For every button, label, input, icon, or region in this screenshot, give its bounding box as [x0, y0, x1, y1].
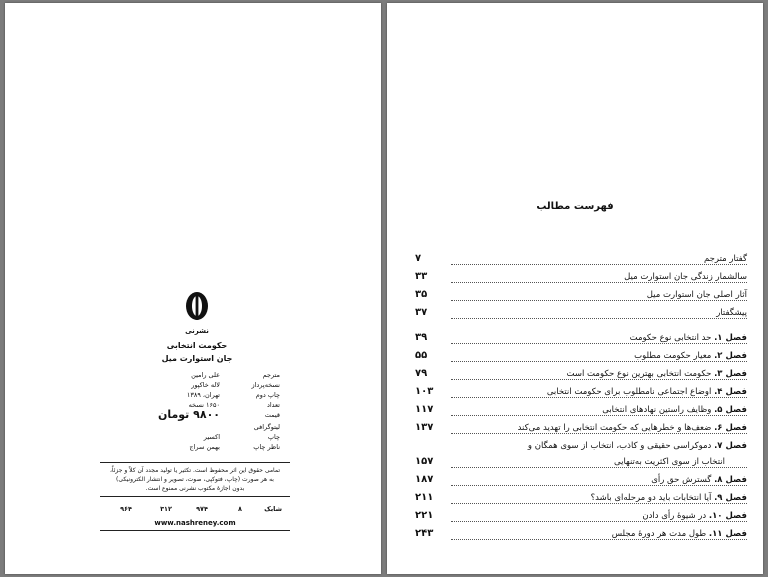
toc-entry — [415, 288, 747, 306]
copyright-line: بدون اجازهٔ مکتوب نشرنی ممنوع است. — [145, 485, 245, 492]
toc-entry-page: ۱۳۷ — [415, 422, 434, 433]
credit-label: لیتوگرافی — [253, 423, 280, 431]
credit-label: ناظر چاپ — [253, 443, 280, 451]
toc-entry — [415, 403, 747, 421]
toc-entry-title: معیار حکومت مطلوب — [634, 351, 712, 361]
toc-entry-title: طول مدت هر دورهٔ مجلس — [611, 529, 707, 539]
toc-entry-page: ۳۷ — [415, 307, 428, 318]
isbn — [100, 505, 290, 517]
toc-entry-title: وظایف راستین نهادهای انتخابی — [602, 405, 712, 415]
credit-row — [100, 408, 280, 423]
copyright-page — [5, 3, 381, 574]
divider — [100, 530, 290, 531]
copyright-notice — [100, 462, 290, 497]
toc-entry — [415, 527, 747, 545]
toc-entry-prefix: فصل ۴. — [714, 387, 747, 397]
credit-label: چاپ دوم — [255, 391, 280, 399]
credit-row — [100, 381, 280, 391]
toc-entry-prefix: فصل ۳. — [714, 369, 747, 379]
toc-entry-page: ۲۲۱ — [415, 510, 434, 521]
toc-entry — [415, 270, 747, 288]
credit-label: قیمت — [264, 411, 280, 419]
credit-row — [100, 391, 280, 401]
toc-entry — [415, 509, 747, 527]
copyright-line: تمامی حقوق این اثر محفوظ است. تکثیر یا تولید مجدد آن کلاً و جزئاً، — [109, 467, 281, 474]
toc-entry — [415, 455, 747, 473]
toc-list — [415, 252, 747, 545]
credit-row — [100, 433, 280, 443]
leader-dots — [451, 310, 747, 319]
toc-entry — [415, 306, 747, 324]
toc-page — [387, 3, 763, 574]
toc-entry-title: حکومت انتخابی بهترین نوع حکومت است — [566, 369, 712, 379]
toc-entry-prefix: فصل ۶. — [714, 423, 747, 433]
toc-entry-page: ۱۸۷ — [415, 474, 434, 485]
isbn-part: ۹۷۴ — [196, 505, 208, 513]
toc-entry-page: ۳۵ — [415, 289, 428, 300]
price-value: ۹۸۰۰ تومان — [157, 408, 220, 421]
toc-entry-title: آثار اصلی جان استوارت میل — [646, 290, 747, 300]
isbn-part: ۸ — [238, 505, 242, 513]
toc-entry-prefix: فصل ۹. — [714, 493, 747, 503]
credits-list — [100, 371, 280, 453]
toc-entry-page: ۳۹ — [415, 332, 428, 343]
toc-entry-prefix: فصل ۸. — [714, 475, 747, 485]
credit-label: مترجم — [262, 371, 280, 379]
toc-entry — [415, 331, 747, 349]
toc-entry-prefix: فصل ۱۱. — [708, 529, 747, 539]
credit-label: نسخه‌پرداز — [251, 381, 280, 389]
credit-value: لاله خاکپور — [191, 381, 220, 389]
credit-value: علی رامین — [191, 371, 220, 379]
toc-entry-page: ۵۵ — [415, 350, 428, 361]
toc-entry-title: انتخاب از سوی اکثریت به‌تنهایی — [614, 457, 725, 467]
toc-entry-title: گسترش حق رأی — [651, 475, 712, 485]
toc-entry-prefix: فصل ۷. — [714, 441, 747, 451]
toc-entry — [415, 439, 747, 455]
toc-entry-title: ضعف‌ها و خطرهایی که حکومت انتخابی را تهدید می‌کند — [517, 423, 712, 433]
credit-value: اکسیر — [203, 433, 220, 441]
toc-entry-title: آیا انتخابات باید دو مرحله‌ای باشد؟ — [590, 493, 712, 503]
toc-entry-page: ۷ — [415, 253, 422, 264]
isbn-part: ۳۱۲ — [160, 505, 172, 513]
toc-entry — [415, 385, 747, 403]
toc-entry-prefix: فصل ۱. — [714, 333, 747, 343]
publisher-website: www.nashreney.com — [154, 519, 236, 527]
toc-entry-title: در شیوهٔ رأی دادن — [642, 511, 707, 521]
toc-entry-title: اوضاع اجتماعی نامطلوب برای حکومت انتخابی — [546, 387, 712, 397]
toc-entry-prefix: فصل ۱۰. — [708, 511, 747, 521]
toc-entry-title: گفتار مترجم — [703, 254, 747, 264]
book-author: جان استوارت میل — [161, 354, 233, 363]
toc-entry-page: ۳۳ — [415, 271, 428, 282]
toc-entry — [415, 367, 747, 385]
toc-entry — [415, 349, 747, 367]
toc-entry — [415, 252, 747, 270]
publisher-logo-text: نشرنی — [185, 327, 209, 335]
isbn-label: شابک — [264, 505, 282, 513]
toc-entry — [415, 421, 747, 439]
credit-label: چاپ — [267, 433, 280, 441]
toc-entry — [415, 491, 747, 509]
isbn-part: ۹۶۴ — [120, 505, 132, 513]
toc-entry-page: ۲۱۱ — [415, 492, 434, 503]
toc-entry-title: حد انتخابی نوع حکومت — [629, 333, 712, 343]
toc-entry-prefix: فصل ۲. — [714, 351, 747, 361]
toc-entry-page: ۱۵۷ — [415, 456, 434, 467]
toc-entry — [415, 473, 747, 491]
toc-entry-title: دموکراسی حقیقی و کاذب، انتخاب از سوی همگان و — [527, 441, 712, 451]
book-title: حکومت انتخابی — [166, 341, 228, 350]
toc-entry-title: سالشمار زندگی جان استوارت میل — [624, 272, 747, 282]
toc-entry-title: پیشگفتار — [716, 308, 747, 318]
credit-row — [100, 423, 280, 433]
publisher-logo-icon — [185, 291, 209, 331]
toc-entry-page: ۷۹ — [415, 368, 428, 379]
credit-label: تعداد — [266, 401, 280, 409]
toc-entry-page: ۱۱۷ — [415, 404, 434, 415]
credit-row — [100, 371, 280, 381]
toc-entry-page: ۱۰۳ — [415, 386, 434, 397]
toc-entry-prefix: فصل ۵. — [714, 405, 747, 415]
toc-entry-page: ۲۴۳ — [415, 528, 434, 539]
credit-row — [100, 443, 280, 453]
credit-value: بهمن سراج — [189, 443, 220, 451]
credit-value: ۱۶۵۰ نسخه — [188, 401, 220, 409]
toc-heading: فهرست مطالب — [536, 201, 614, 212]
credit-value: تهران، ۱۳۸۹ — [186, 391, 220, 399]
copyright-line: به هر صورت (چاپ، فتوکپی، صوت، تصویر و انتشار الکترونیکی) — [116, 476, 274, 483]
